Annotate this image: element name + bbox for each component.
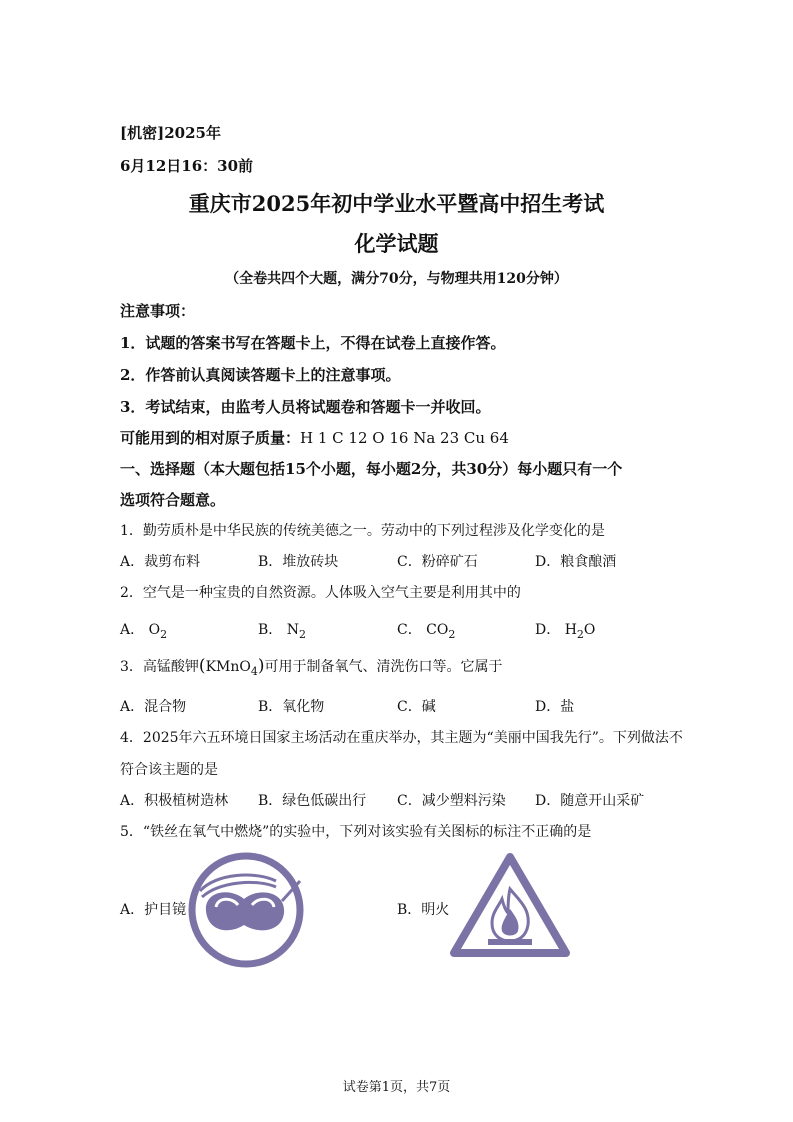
q2-option-a[interactable] bbox=[120, 619, 167, 641]
section1-heading-line1: 一、选择题（本大题包括15个小题，每小题2分，共30分）每小题只有一个 bbox=[120, 460, 623, 478]
notice-heading: 注意事项： bbox=[120, 302, 196, 320]
q4-option-d[interactable]: D．随意开山采矿 bbox=[535, 793, 645, 809]
q1-option-d[interactable]: D．粮食酿酒 bbox=[535, 554, 617, 570]
exam-title: 重庆市2025年初中学业水平暨高中招生考试 bbox=[188, 191, 605, 216]
option-label: B． bbox=[258, 622, 283, 638]
exam-note: （全卷共四个大题，满分70分，与物理共用120分钟） bbox=[225, 271, 568, 287]
q2-option-b[interactable] bbox=[258, 619, 306, 641]
q5-option-b[interactable]: B．明火 bbox=[397, 902, 450, 918]
q2-option-d[interactable] bbox=[535, 619, 595, 641]
option-label: A． bbox=[120, 622, 145, 638]
q4-option-a[interactable]: A．积极植树造林 bbox=[120, 793, 229, 809]
notice-item-3: 3．考试结束，由监考人员将试题卷和答题卡一并收回。 bbox=[120, 398, 491, 416]
q4-stem-line2: 符合该主题的是 bbox=[120, 762, 218, 778]
option-label: C． bbox=[397, 622, 422, 638]
page-footer: 试卷第1页，共7页 bbox=[342, 1080, 451, 1095]
q1-option-b[interactable]: B．堆放砖块 bbox=[258, 554, 339, 570]
q3-option-a[interactable]: A．混合物 bbox=[120, 699, 187, 715]
atomic-mass-values: H 1 C 12 O 16 Na 23 Cu 64 bbox=[300, 429, 509, 447]
option-label: D． bbox=[535, 622, 561, 638]
q3-option-b[interactable]: B．氧化物 bbox=[258, 699, 325, 715]
section1-heading-line2: 选项符合题意。 bbox=[120, 491, 226, 509]
q4-option-c[interactable]: C．减少塑料污染 bbox=[397, 793, 506, 809]
q4-option-b[interactable]: B．绿色低碳出行 bbox=[258, 793, 367, 809]
formula-o2: $O_2$ bbox=[148, 622, 168, 641]
q3-option-c[interactable]: C．碱 bbox=[397, 699, 436, 715]
q2-stem: 2．空气是一种宝贵的自然资源。人体吸入空气主要是利用其中的 bbox=[120, 585, 521, 601]
q3-option-d[interactable]: D．盐 bbox=[535, 699, 575, 715]
formula-n2: $N_2$ bbox=[286, 622, 306, 641]
exam-subject: 化学试题 bbox=[354, 231, 439, 256]
q5-stem: 5．“铁丝在氧气中燃烧”的实验中，下列对该实验有关图标的标注不正确的是 bbox=[120, 824, 592, 840]
atomic-mass-label: 可能用到的相对原子质量： bbox=[120, 429, 301, 447]
formula-co2: $CO_2$ bbox=[426, 622, 456, 641]
q1-option-c[interactable]: C．粉碎矿石 bbox=[397, 554, 478, 570]
open-flame-icon bbox=[448, 851, 572, 959]
atomic-mass-line bbox=[120, 427, 509, 448]
q1-option-a[interactable]: A．裁剪布料 bbox=[120, 554, 201, 570]
q5-option-a[interactable]: A．护目镜 bbox=[120, 902, 187, 918]
goggles-icon bbox=[186, 851, 306, 969]
q2-option-c[interactable] bbox=[397, 619, 455, 641]
q1-stem: 1．勤劳质朴是中华民族的传统美德之一。劳动中的下列过程涉及化学变化的是 bbox=[120, 523, 605, 539]
notice-item-1: 1．试题的答案书写在答题卡上，不得在试卷上直接作答。 bbox=[120, 334, 506, 352]
notice-item-2: 2．作答前认真阅读答题卡上的注意事项。 bbox=[120, 366, 401, 384]
time-line: 6月12日16：30前 bbox=[120, 157, 254, 175]
q4-stem-line1: 4．2025年六五环境日国家主场活动在重庆举办，其主题为“美丽中国我先行”。下列做法不 bbox=[120, 730, 683, 746]
q3-stem: 3．高锰酸钾(KMnO$_4$)可用于制备氧气、清洗伤口等。它属于 bbox=[120, 656, 503, 678]
formula-kmno4: KMnO$_4$ bbox=[205, 659, 258, 678]
formula-h2o: $H_2O$ bbox=[564, 622, 596, 641]
secret-line: [机密]2025年 bbox=[120, 124, 221, 142]
